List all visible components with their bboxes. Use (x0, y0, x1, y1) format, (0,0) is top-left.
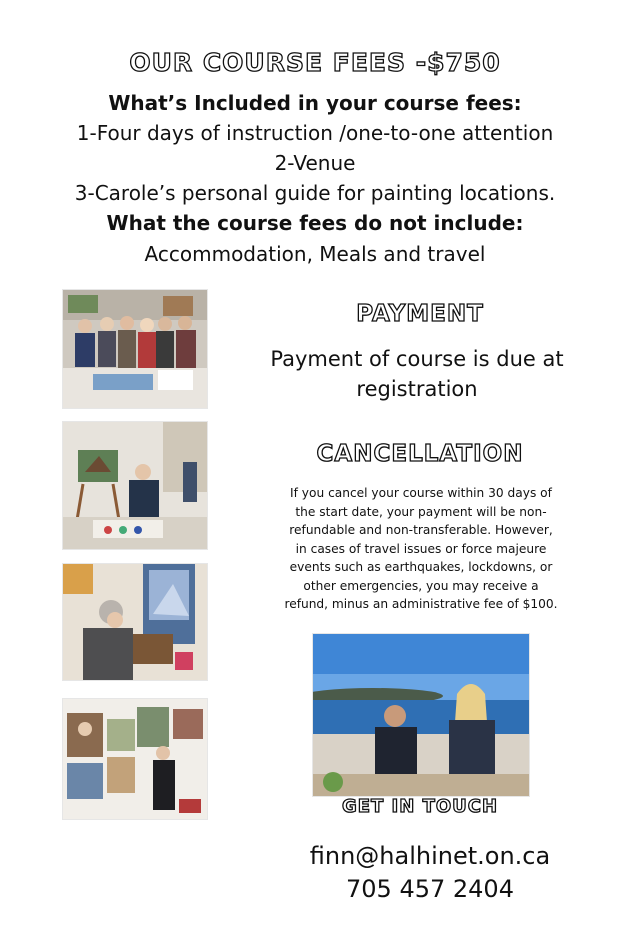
gallery-photo (62, 698, 208, 820)
payment-text-1: Payment of course is due at (270, 347, 564, 371)
group-photo (62, 289, 208, 409)
contact-email[interactable]: finn@halhinet.on.ca (309, 842, 551, 870)
artist-painting-photo (62, 563, 208, 681)
payment-heading: PAYMENT (356, 301, 484, 327)
instructors-photo (312, 633, 530, 797)
cancellation-line-3: refundable and non-transferable. However, (289, 523, 553, 537)
payment-text-2: registration (356, 377, 478, 401)
cancellation-line-5: events such as earthquakes, lockdowns, or (289, 560, 553, 574)
get-in-touch-heading: GET IN TOUCH (341, 796, 499, 817)
contact-phone[interactable]: 705 457 2404 (346, 875, 514, 903)
included-item-1: 1-Four days of instruction /one-to-one attention (76, 121, 554, 145)
included-item-2: 2-Venue (274, 151, 356, 175)
included-heading: What’s Included in your course fees: (108, 91, 522, 115)
cancellation-line-1: If you cancel your course within 30 days of (290, 486, 552, 500)
course-fees-title: OUR COURSE FEES -$750 (129, 48, 501, 77)
cancellation-policy (252, 484, 590, 614)
excluded-text: Accommodation, Meals and travel (144, 242, 486, 266)
excluded-heading: What the course fees do not include: (106, 211, 524, 235)
cancellation-line-7: refund, minus an administrative fee of $100. (284, 597, 558, 611)
painting-class-photo (62, 421, 208, 550)
cancellation-line-4: in cases of travel issues or force majeure (295, 541, 547, 556)
cancellation-line-6: other emergencies, you may receive a (303, 578, 539, 593)
cancellation-line-2: the start date, your payment will be non- (295, 504, 547, 519)
cancellation-heading: CANCELLATION (316, 441, 524, 467)
included-item-3: 3-Carole’s personal guide for painting locations. (74, 181, 556, 205)
